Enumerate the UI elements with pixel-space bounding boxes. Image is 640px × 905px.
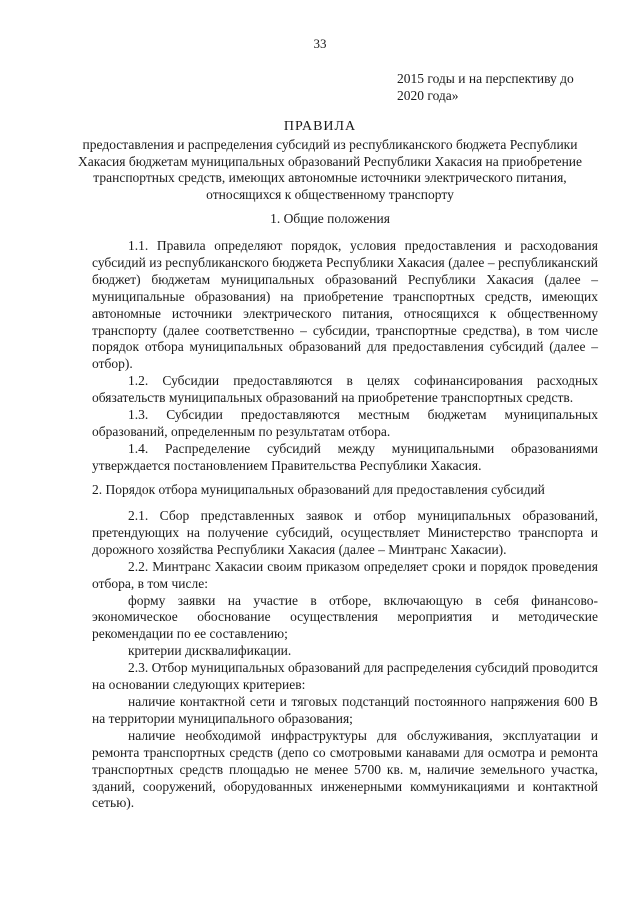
header-continuation: [397, 70, 597, 104]
paragraph-2-2: 2.2. Минтранс Хакасии своим приказом определяет сроки и порядок проведения отбора, в том числе:: [92, 558, 598, 591]
header-line-2: 2020 года»: [397, 88, 459, 103]
document-subtitle: предоставления и распределения субсидий из республиканского бюджета Республики Хакасия бюджетам муниципальных образований Республики Хакасия на приобретение транспортных средств, имеющих автономные источники электрического питания, относящихся к общественному транспорту: [77, 137, 583, 202]
section-1-heading: 1. Общие положения: [270, 211, 390, 226]
page-number: 33: [313, 36, 327, 51]
paragraph-1-2: 1.2. Субсидии предоставляются в целях софинансирования расходных обязательств муниципальных образований на приобретение транспортных средств.: [92, 373, 598, 406]
section-1-body: [92, 238, 598, 475]
paragraph-2-3: 2.3. Отбор муниципальных образований для распределения субсидий проводится на основании следующих критериев:: [92, 660, 598, 693]
paragraph-2-3-item-network: наличие контактной сети и тяговых подстанций постоянного напряжения 600 В на территории муниципального образования;: [92, 693, 598, 726]
paragraph-2-2-item-form: форму заявки на участие в отборе, включающую в себя финансово-экономическое обоснование осуществления мероприятия и методические рекомендации по ее составлению;: [92, 592, 598, 642]
paragraph-2-3-item-infrastructure: наличие необходимой инфраструктуры для обслуживания, эксплуатации и ремонта транспортных средств (депо со смотровыми канавами для осмотра и ремонта транспортных средств площадью не менее 5700 кв. м, наличие земельного участка, зданий, сооружений, оборудованных инженерными коммуникациями и контактной сетью).: [92, 727, 598, 811]
section-2-body: [92, 508, 598, 812]
paragraph-2-2-item-criteria: критерии дисквалификации.: [128, 643, 292, 659]
document-title: ПРАВИЛА: [283, 119, 357, 134]
section-2-heading: 2. Порядок отбора муниципальных образований для предоставления субсидий: [92, 482, 545, 497]
header-line-1: 2015 годы и на перспективу до: [397, 71, 574, 86]
paragraph-2-1: 2.1. Сбор представленных заявок и отбор муниципальных образований, претендующих на получение субсидий, осуществляет Министерство транспорта и дорожного хозяйства Республики Хакасия (далее – Минтранс Хакасии).: [92, 508, 598, 557]
paragraph-1-4: 1.4. Распределение субсидий между муниципальными образованиями утверждается постановлением Правительства Республики Хакасия.: [92, 440, 598, 473]
paragraph-1-3: 1.3. Субсидии предоставляются местным бюджетам муниципальных образований, определенным по результатам отбора.: [92, 407, 598, 439]
paragraph-1-1: 1.1. Правила определяют порядок, условия предоставления и расходования субсидий из республиканского бюджета Республики Хакасия (далее – республиканский бюджет) бюджетам муниципальных образований Республики Хакасия (далее – муниципальные образования) на приобретение транспортных средств, имеющих автономные источники электрического питания, относящихся к общественному транспорту (далее соответственно – субсидии, транспортные средства), в том числе порядок отбора муниципальных образований для предоставления субсидий (далее – отбор).: [92, 238, 598, 372]
